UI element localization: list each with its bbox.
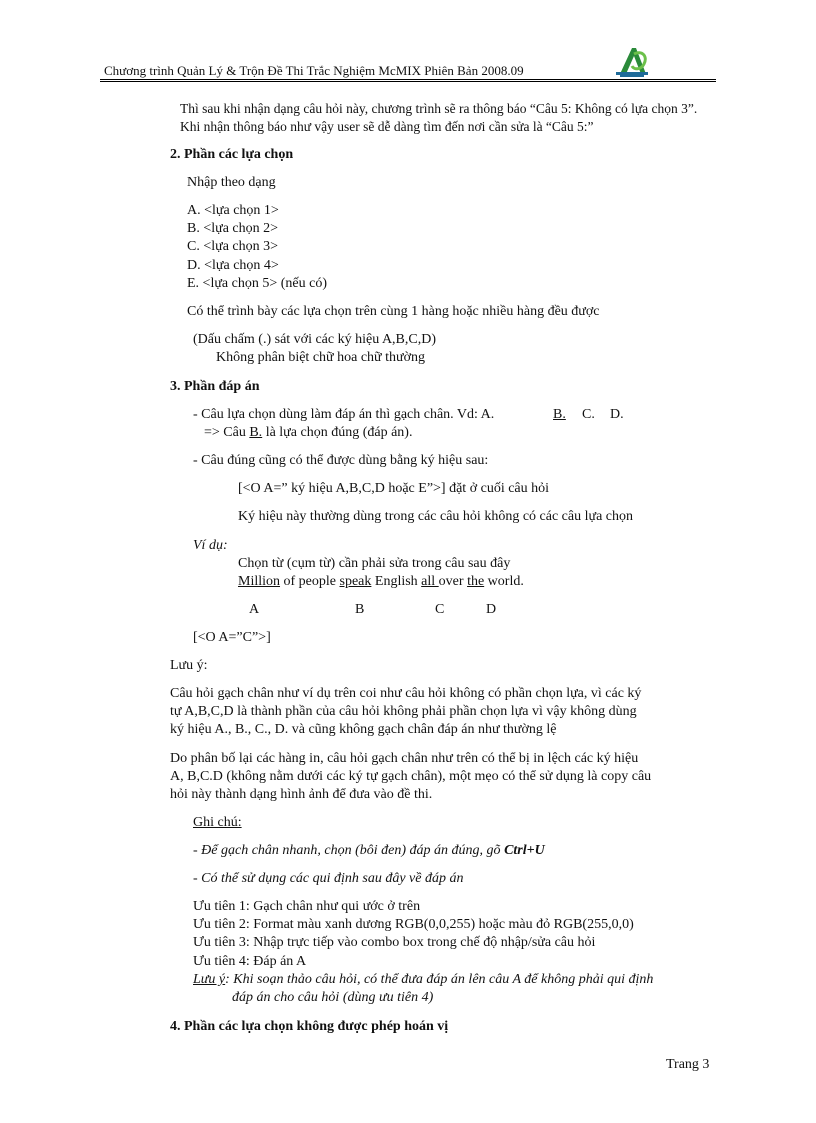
example-label-d: D xyxy=(486,602,497,617)
answer-rule-line: - Câu lựa chọn dùng làm đáp án thì gạch chân. Vd: A. xyxy=(193,407,495,422)
example-word-c: all xyxy=(421,574,439,589)
example-option-c: C. xyxy=(582,407,595,422)
remark-label: Ghi chú: xyxy=(193,815,242,830)
example-word-b: speak xyxy=(339,574,372,589)
option-e: E. <lựa chọn 5> (nếu có) xyxy=(187,276,327,291)
intro-line-1: Thì sau khi nhận dạng câu hỏi này, chương trình sẽ ra thông báo “Câu 5: Không có lựa chọn 3”. xyxy=(180,101,698,116)
note-paragraph-2-line-2: A, B,C.D (không nằm dưới các ký tự gạch chân), một mẹo có thể sử dụng là copy câu xyxy=(170,769,652,784)
symbol-syntax: [<O A=” ký hiệu A,B,C,D hoặc E”>] đặt ở cuối câu hỏi xyxy=(238,481,550,496)
example-word-a: Million xyxy=(238,574,281,589)
section-2-note-3: Không phân biệt chữ hoa chữ thường xyxy=(216,350,426,365)
section-4-heading: 4. Phần các lựa chọn không được phép hoán vị xyxy=(170,1019,449,1034)
example-label-b: B xyxy=(355,602,365,617)
example-sentence xyxy=(238,574,524,590)
priority-3: Ưu tiên 3: Nhập trực tiếp vào combo box trong chế độ nhập/sửa câu hỏi xyxy=(193,935,596,950)
priority-note-label: Lưu ý xyxy=(193,972,226,987)
header-title: Chương trình Quản Lý & Trộn Đề Thi Trắc Nghiệm McMIX Phiên Bản 2008.09 xyxy=(104,63,524,78)
page-number: Trang 3 xyxy=(666,1057,710,1072)
section-2-heading: 2. Phần các lựa chọn xyxy=(170,147,294,162)
intro-line-2: Khi nhận thông báo như vậy user sẽ dễ dàng tìm đến nơi cần sửa là “Câu 5:” xyxy=(180,119,594,134)
section-2-note-1: Có thể trình bày các lựa chọn trên cùng 1 hàng hoặc nhiều hàng đều được xyxy=(187,304,600,319)
example-label-a: A xyxy=(249,602,260,617)
example-instruction: Chọn từ (cụm từ) cần phải sửa trong câu sau đây xyxy=(238,556,511,571)
section-2-input-format: Nhập theo dạng xyxy=(187,175,276,190)
answer-result-post: là lựa chọn đúng (đáp án). xyxy=(265,425,413,440)
section-3-heading: 3. Phần đáp án xyxy=(170,379,260,394)
note-paragraph-2-line-3: hỏi này thành dạng hình ảnh để đưa vào đề thi. xyxy=(170,787,433,802)
remark-shortcut-key: Ctrl+U xyxy=(504,843,545,858)
option-d: D. <lựa chọn 4> xyxy=(187,258,279,273)
section-2-note-2: (Dấu chấm (.) sát với các ký hiệu A,B,C,D) xyxy=(193,332,437,347)
note-paragraph-1-line-1: Câu hỏi gạch chân như ví dụ trên coi như câu hỏi không có phần chọn lựa, vì các ký xyxy=(170,686,642,701)
header-rule-2 xyxy=(100,81,716,82)
example-word-d: the xyxy=(467,574,485,589)
answer-result-pre: => Câu xyxy=(204,425,246,440)
example-option-b: B. xyxy=(553,407,566,422)
symbol-intro: - Câu đúng cũng có thể được dùng bằng ký hiệu sau: xyxy=(193,453,489,468)
header-rule xyxy=(100,79,716,80)
note-label: Lưu ý: xyxy=(170,658,208,673)
example-text-1: of people xyxy=(280,574,340,589)
example-text-4: world. xyxy=(484,574,524,589)
priority-note-line-1 xyxy=(193,972,653,988)
note-paragraph-1-line-2: tự A,B,C,D là thành phần của câu hỏi không phải phần chọn lựa vì vậy không dùng xyxy=(170,704,637,719)
remark-shortcut xyxy=(193,843,545,859)
example-tag: [<O A=”C”>] xyxy=(193,630,271,645)
symbol-usage: Ký hiệu này thường dùng trong các câu hỏi không có các câu lựa chọn xyxy=(238,509,634,524)
logo xyxy=(612,44,652,78)
remark-rules-intro: - Có thể sử dụng các qui định sau đây về đáp án xyxy=(193,871,464,886)
answer-result-line xyxy=(204,425,412,441)
example-option-d: D. xyxy=(610,407,624,422)
note-paragraph-1-line-3: ký hiệu A., B., C., D. và cũng không gạch chân đáp án như thường lệ xyxy=(170,722,557,737)
priority-2: Ưu tiên 2: Format màu xanh dương RGB(0,0,255) hoặc màu đỏ RGB(255,0,0) xyxy=(193,917,634,932)
priority-1: Ưu tiên 1: Gạch chân như qui ước ở trên xyxy=(193,899,421,914)
option-c: C. <lựa chọn 3> xyxy=(187,239,279,254)
example-text-3: over xyxy=(438,574,468,589)
option-a: A. <lựa chọn 1> xyxy=(187,203,279,218)
priority-note-text: : Khi soạn thảo câu hỏi, có thể đưa đáp án lên câu A để không phải qui định xyxy=(225,972,654,987)
example-text-2: English xyxy=(371,574,422,589)
answer-result-b: B. xyxy=(249,425,263,440)
priority-4: Ưu tiên 4: Đáp án A xyxy=(193,954,307,969)
note-paragraph-2-line-1: Do phân bố lại các hàng in, câu hỏi gạch chân như trên có thể bị in lệch các ký hiệu xyxy=(170,751,639,766)
priority-note-line-2: đáp án cho câu hỏi (dùng ưu tiên 4) xyxy=(232,990,434,1005)
example-label-c: C xyxy=(435,602,445,617)
logo-icon xyxy=(612,44,652,78)
option-b: B. <lựa chọn 2> xyxy=(187,221,279,236)
remark-shortcut-text: - Để gạch chân nhanh, chọn (bôi đen) đáp án đúng, gõ xyxy=(193,843,505,858)
example-label: Ví dụ: xyxy=(193,538,228,553)
